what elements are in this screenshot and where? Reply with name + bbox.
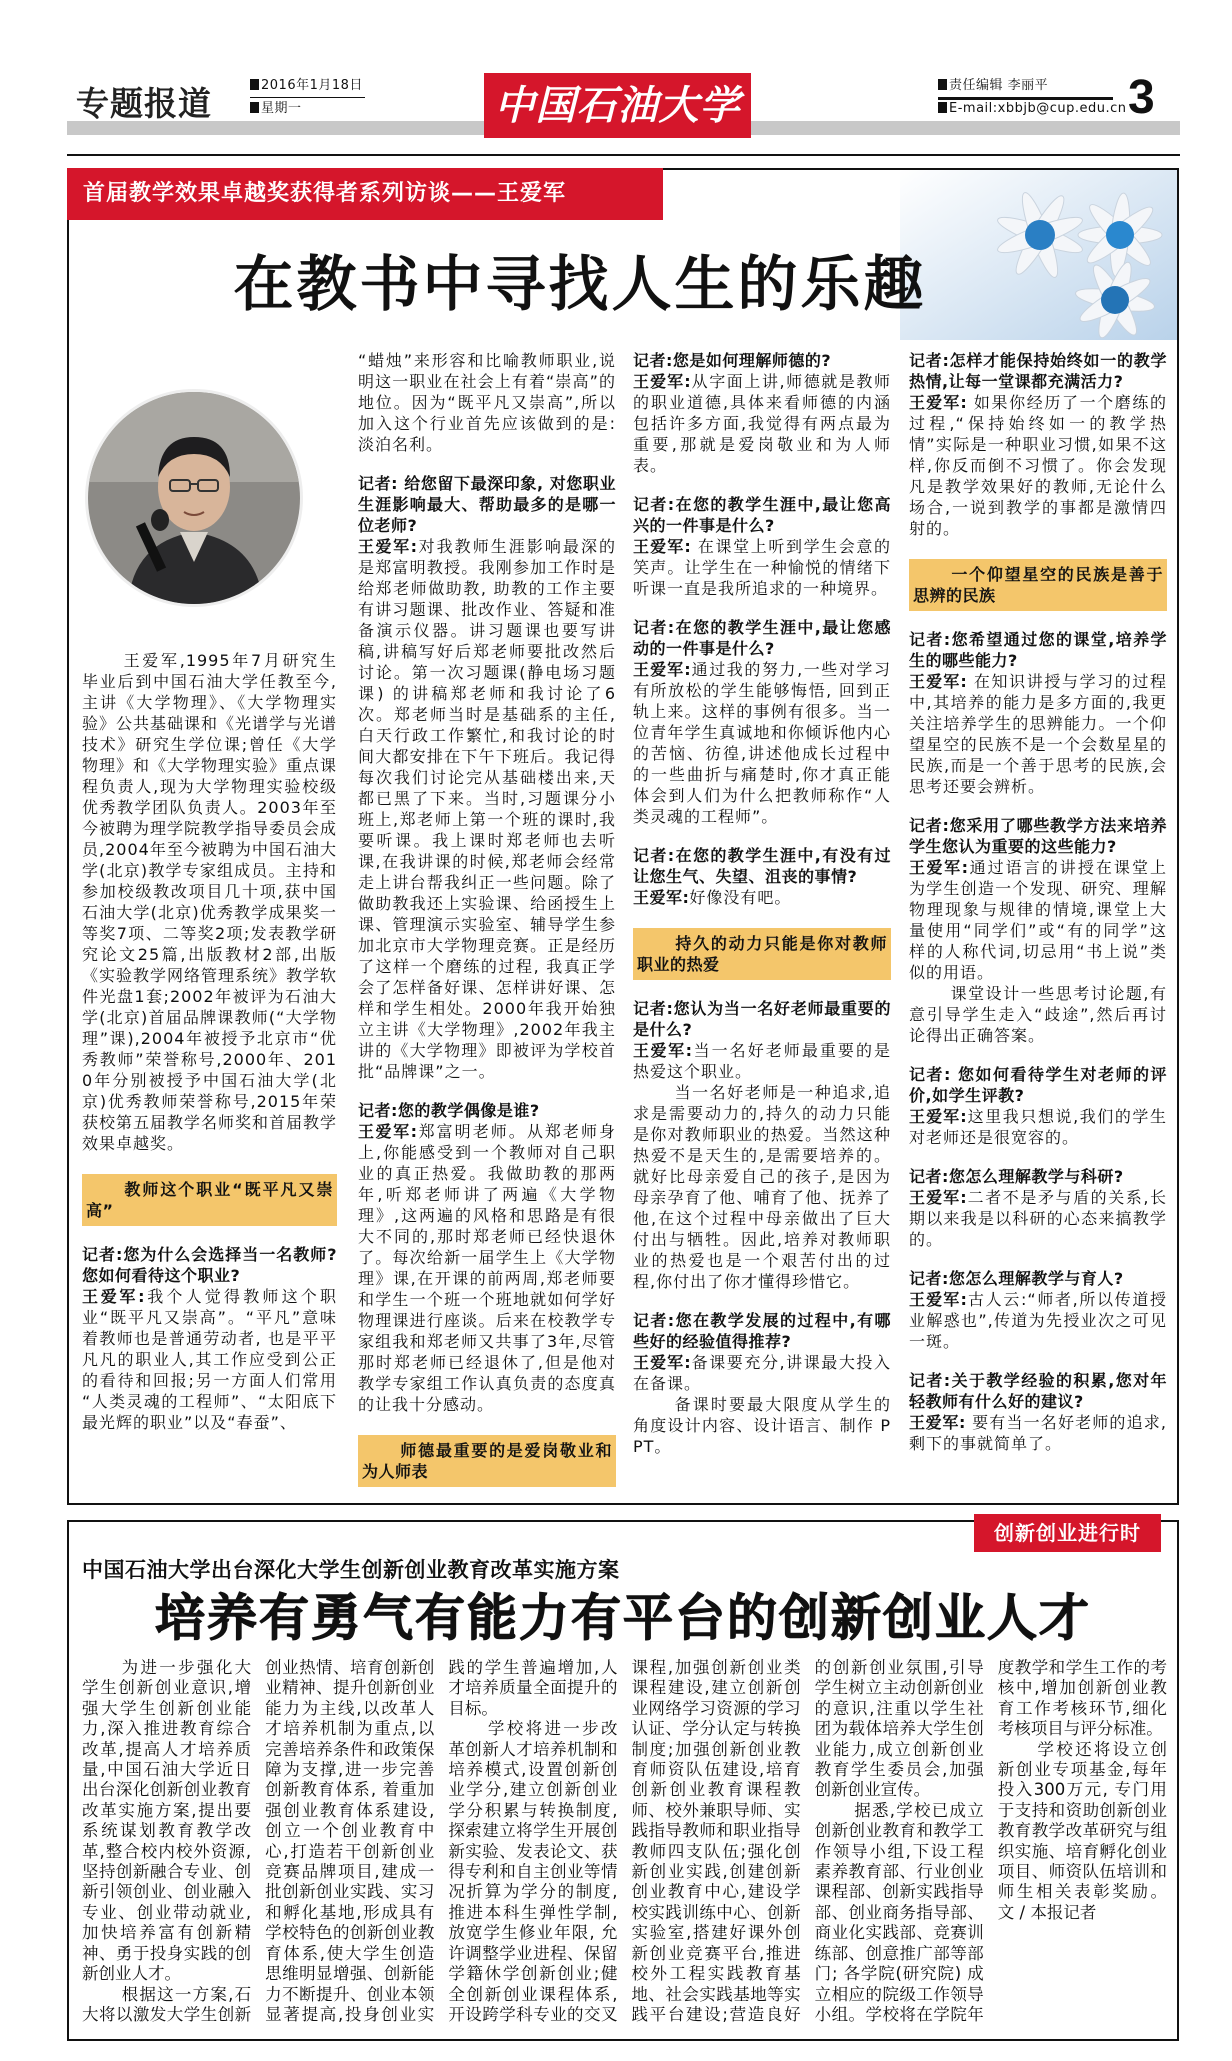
news-subheadline: 中国石油大学出台深化大学生创新创业教育改革实施方案 [82, 1557, 620, 1582]
article-headline: 在教书中寻找人生的乐趣 [233, 250, 927, 320]
interviewee-portrait-photo [88, 392, 300, 604]
section-subheading: 师德最重要的是爱岗敬业和为人师表 [358, 1435, 616, 1487]
interviewee-answer [82, 1286, 337, 1433]
reporter-question: 记者:在您的教学生涯中,最让您感动的一件事是什么? [633, 618, 891, 658]
reporter-question: 记者:您怎么理解教学与育人? [909, 1269, 1124, 1288]
reporter-question: 记者:怎样才能保持始终如一的教学热情,让每一堂课都充满活力? [909, 351, 1167, 391]
section-name: 专题报道 [76, 84, 212, 123]
speaker-label: 王爱军: [909, 672, 968, 691]
news-article-frame [67, 1520, 1179, 2041]
answer-text: 当一名好老师最重要的是热爱这个职业。 [633, 1041, 891, 1081]
reporter-question: 记者:在您的教学生涯中,有没有过让您生气、失望、沮丧的事情? [633, 846, 891, 886]
speaker-label: 王爱军: [909, 1290, 968, 1309]
interviewee-answer [909, 671, 1167, 797]
speaker-label: 王爱军: [909, 1107, 968, 1126]
news-paragraph: 学校将进一步改革创新人才培养机制和培养模式,设置创新创业学分,建立创新创业学分积累与转换制度,探索建立将学生开展创新实验、发表论文、获得专利和自主创业等情况折算为学分的制度,推进本科生弹性学制, 放宽学生修业年限, 允许调整学业进程、保留学籍休学创新创业;健全创新创业课程体系,开设跨学科专业的交叉课程,加强创新创业类课程建设,建立创新创业网络学习资源的学习认证、学分认定与转换制度;加强创新创业教育师资队伍建设,培育创新创业教育课程教师、校外兼职导师、实践指导教师和职业指导教师四支队伍;强化创新创业实践,创建创新创业教育中心,建设学校实践训练中心、创新实验室,搭建好课外创新创业竞赛平台,推进校外工程实践教育基地、社会实践基地等实践平台建设;营造良好的创新创业氛围,引导学生树立主动创新创业的意识,注重以学生社团为载体培养大学生创业能力,成立创新创业教育学生委员会,加强创新创业宣传。 [448, 1658, 984, 2024]
news-paragraph: 据悉,学校已成立创新创业教育和教学工作领导小组,下设工程素养教育部、行业创业课程部、创新实践指导部、创业商务指导部、商业化实践部、竞赛训练部、创意推广部等部门; 各学院(研究院) 成立相应的院级工作领导小组。学校将在学院年度教学和学生工作的考核中,增加创新创业教育工作考核环节,细化考核项目与评分标准。 [814, 1658, 1167, 2024]
section-subheading: 教师这个职业“既平凡又崇高” [82, 1174, 337, 1226]
speaker-label: 王爱军: [909, 1413, 966, 1432]
article-column-4 [909, 350, 1167, 1454]
speaker-label: 王爱军: [633, 660, 692, 679]
speaker-label: 王爱军: [909, 858, 969, 877]
speaker-label: 王爱军: [633, 888, 690, 907]
answer-text: 通过我的努力,一些对学习有所放松的学生能够悔悟, 回到正轨上来。这样的事例有很多。当一位青年学生真诚地和你倾诉他内心的苦恼、彷徨,讲述他成长过程中的一些曲折与痛楚时,你才真正能体会到人们为什么把教师称作“人类灵魂的工程师”。 [633, 660, 891, 826]
answer-text: 对我教师生涯影响最深的是郑富明教授。我刚参加工作时是给郑老师做助教, 助教的工作主要有讲习题课、批改作业、答疑和准备演示仪器。讲习题课也要写讲稿,讲稿写好后郑老师要批改然后讨论。第一次习题课(静电场习题课) 的讲稿郑老师和我讨论了6次。郑老师当时是基础系的主任,白天行政工作繁忙,和我讨论的时间大都安排在下午下班后。我记得每次我们讨论完从基础楼出来,天都已黑了下来。当时,习题课分小班上,郑老师上第一个班的课时,我要听课。我上课时郑老师也去听课,在我讲课的时候,郑老师会经常走上讲台帮我纠正一些问题。除了做助教我还上实验课、给函授生上课、管理演示实验室、辅导学生参加北京市大学物理竞赛。正是经历了这样一个磨练的过程, 我真正学会了怎样备好课、怎样讲好课、怎样和学生相处。2000年我开始独立主讲《大学物理》,2002年我主讲的《大学物理》即被评为学校首批“品牌课”之一。 [358, 537, 616, 1081]
reporter-question: 记者:关于教学经验的积累,您对年轻教师有什么好的建议? [909, 1371, 1167, 1411]
speaker-label: 王爱军: [633, 1041, 693, 1060]
column-badge: 创新创业进行时 [974, 1514, 1161, 1552]
interviewee-answer [633, 887, 891, 908]
interviewee-answer [909, 1289, 1167, 1352]
interviewee-answer [358, 1121, 616, 1415]
answer-text: 备课要充分,讲课最大投入在备课。 [633, 1353, 891, 1393]
interviewee-answer [909, 1187, 1167, 1250]
paragraph: 王爱军,1995年7月研究生毕业后到中国石油大学任教至今,主讲《大学物理》、《大学物理实验》公共基础课和《光谱学与光谱技术》研究生学位课;曾任《大学物理》和《大学物理实验》重点课程负责人,现为大学物理实验校级优秀教学团队负责人。2003年至今被聘为理学院教学指导委员会成员,2004年至今被聘为中国石油大学(北京)教学专家组成员。主持和参加校级教改项目几十项,获中国石油大学(北京)优秀教学成果奖一等奖7项、二等奖2项;发表教学研究论文25篇,出版教材2部,出版《实验教学网络管理系统》教学软件光盘1套;2002年被评为石油大学(北京)首届品牌课教师(“大学物理”课),2004年被授予北京市“优秀教师”荣誉称号,2000年、2010年分别被授予中国石油大学(北京)优秀教师荣誉称号,2015年荣获校第五届教学名师奖和首届教学效果卓越奖。 [82, 651, 338, 1153]
interviewee-answer [633, 536, 891, 599]
paragraph: 课堂设计一些思考讨论题,有意引导学生走入“歧途”,然后再讨论得出正确答案。 [909, 984, 1167, 1045]
series-banner: 首届教学效果卓越奖获得者系列访谈——王爱军 [67, 168, 663, 220]
divider [250, 97, 365, 98]
article-column-1 [82, 650, 337, 1433]
paragraph: 当一名好老师是一种追求,追求是需要动力的,持久的动力只能是你对教师职业的热爱。当然这种热爱不是天生的,是需要培养的。就好比母亲爱自己的孩子,是因为母亲孕育了他、哺育了他、抚养了他,在这个过程中母亲做出了巨大付出与牺牲。因此,培养对教师职业的热爱也是一个艰苦付出的过程,你付出了你才懂得珍惜它。 [633, 1083, 891, 1291]
answer-text: 二者不是矛与盾的关系,长期以来我是以科研的心态来搞教学的。 [909, 1188, 1167, 1249]
section-subheading: 持久的动力只能是你对教师职业的热爱 [633, 928, 891, 980]
reporter-question: 记者:您采用了哪些教学方法来培养学生您认为重要的这些能力? [909, 816, 1167, 856]
divider [67, 154, 1180, 156]
reporter-question: 记者:您怎么理解教学与科研? [909, 1167, 1124, 1186]
interviewee-answer [909, 392, 1167, 539]
interviewee-answer [633, 1040, 891, 1082]
editor-email: E-mail:xbbjb@cup.edu.cn [938, 101, 1126, 117]
reporter-question: 记者:您是如何理解师德的? [633, 351, 832, 370]
reporter-question: 记者: 给您留下最深印象, 对您职业生涯影响最大、帮助最多的是哪一位老师? [358, 474, 616, 535]
editor-credit: 责任编辑 李丽平 [938, 78, 1048, 94]
reporter-question: 记者:在您的教学生涯中,最让您高兴的一件事是什么? [633, 495, 891, 535]
newspaper-logo: 中国石油大学 [484, 73, 751, 138]
speaker-label: 王爱军: [633, 372, 692, 391]
answer-text: 从字面上讲,师德就是教师的职业道德,具体来看师德的内涵包括许多方面,我觉得有两点最为重要,那就是爱岗敬业和为人师表。 [633, 372, 891, 475]
answer-text: 要有当一名好老师的追求,剩下的事就简单了。 [909, 1413, 1167, 1453]
issue-weekday: 星期一 [250, 101, 302, 117]
answer-text: 在课堂上听到学生会意的笑声。让学生在一种愉悦的情绪下听课一直是我所追求的一种境界。 [633, 537, 891, 598]
issue-date: 2016年1月18日 [250, 78, 363, 94]
interviewee-answer [358, 536, 616, 1082]
answer-text: 好像没有吧。 [689, 888, 792, 907]
interviewee-answer [633, 659, 891, 827]
article-column-3 [633, 350, 891, 1457]
page-number: 3 [1128, 71, 1155, 124]
speaker-label: 王爱军: [633, 537, 692, 556]
speaker-label: 王爱军: [358, 1122, 418, 1141]
speaker-label: 王爱军: [82, 1287, 145, 1306]
paragraph: 备课时要最大限度从学生的角度设计内容、设计语言、制作 PPT。 [633, 1395, 891, 1456]
news-paragraph: 根据这一方案,石大将以激发大学生创新创业热情、培育创新创业精神、提升创新创业能力为主线,以改革人才培养机制为重点,以完善培养条件和政策保障为支撑,进一步完善创新教育体系, 着重加强创业教育体系建设,创立一个创业教育中心,打造若干创新创业竞赛品牌项目,建成一批创新创业实践、实习和孵化基地,形成具有学校特色的创新创业教育体系,使大学生创造思维明显增强、创新能力不断提升、创业本领显著提高,投身创业实践的学生普遍增加,人才培养质量全面提升的目标。 [82, 1658, 618, 2024]
interviewee-answer [909, 1412, 1167, 1454]
reporter-question: 记者: 您如何看待学生对老师的评价,如学生评教? [909, 1065, 1167, 1105]
answer-text: 如果你经历了一个磨练的过程,“保持始终如一的教学热情”实际是一种职业习惯,如果不这样,你反而倒不习惯了。你会发现凡是教学效果好的教师,无论什么场合,一说到教学的事都是激情四射的。 [909, 393, 1167, 538]
answer-text: 通过语言的讲授在课堂上为学生创造一个发现、研究、理解物理现象与规律的情境,课堂上大量使用“同学们”或“有的同学”这样的人称代词,切忌用“书上说”类似的用语。 [909, 858, 1167, 982]
article-column-2 [358, 350, 616, 1489]
speaker-label: 王爱军: [633, 1353, 692, 1372]
reporter-question: 记者:您认为当一名好老师最重要的是什么? [633, 999, 891, 1039]
speaker-label: 王爱军: [909, 1188, 968, 1207]
news-paragraph: 为进一步强化大学生创新创业意识,增强大学生创新创业能力,深入推进教育综合改革,提高人才培养质量,中国石油大学近日出台深化创新创业教育改革实施方案,提出要系统谋划教育教学改革,整合校内校外资源, 坚持创新融合专业、创新引领创业、创业融入专业、创业带动就业,加快培养富有创新精神、勇于投身实践的创新创业人才。 [82, 1658, 252, 1984]
speaker-label: 王爱军: [358, 537, 418, 556]
interviewee-answer [909, 1106, 1167, 1148]
reporter-question: 记者:您为什么会选择当一名教师? 您如何看待这个职业? [82, 1245, 337, 1285]
interviewee-answer [633, 371, 891, 476]
news-body [82, 1658, 1167, 2025]
paragraph-continued: “蜡烛”来形容和比喻教师职业,说明这一职业在社会上有着“崇高”的地位。因为“既平凡又崇高”,所以加入这个行业首先应该做到的是:淡泊名利。 [358, 351, 616, 454]
news-headline: 培养有勇气有能力有平台的创新创业人才 [155, 1589, 1091, 1647]
answer-text: 在知识讲授与学习的过程中,其培养的能力是多方面的,我更关注培养学生的思辨能力。一个仰望星空的民族不是一个会数星星的民族,而是一个善于思考的民族,会思考还要会辨析。 [909, 672, 1167, 796]
section-subheading: 一个仰望星空的民族是善于思辨的民族 [909, 559, 1167, 611]
divider [938, 97, 1113, 100]
answer-text: 我个人觉得教师这个职业“既平凡又崇高”。“平凡”意味着教师也是普通劳动者, 也是平平凡凡的职业人,其工作应受到公正的看待和回报;另一方面人们常用 “人类灵魂的工程师”、“太阳底下最光辉的职业”以及“春蚕”、 [82, 1287, 337, 1432]
answer-text: 这里我只想说,我们的学生对老师还是很宽容的。 [909, 1107, 1167, 1147]
reporter-question: 记者:您希望通过您的课堂,培养学生的哪些能力? [909, 630, 1167, 670]
speaker-label: 王爱军: [909, 393, 968, 412]
interviewee-answer [909, 857, 1167, 983]
interviewee-answer [633, 1352, 891, 1394]
reporter-question: 记者:您的教学偶像是谁? [358, 1101, 540, 1120]
news-paragraph: 学校还将设立创新创业专项基金,每年投入300万元, 专门用于支持和资助创新创业教育教学改革研究与组织实施、培育孵化创业项目、师资队伍培训和师生相关表彰奖励。 文 / 本报记者 [997, 1739, 1167, 1922]
answer-text: 古人云:“师者,所以传道授业解惑也”,传道为先授业次之可见一斑。 [909, 1290, 1167, 1351]
reporter-question: 记者:您在教学发展的过程中,有哪些好的经验值得推荐? [633, 1311, 891, 1351]
answer-text: 郑富明老师。从郑老师身上,你能感受到一个教师对自己职业的真正热爱。我做助教的那两年,听郑老师讲了两遍《大学物理》,这两遍的风格和思路是有很大不同的,那时郑老师已经快退休了。每次给新一届学生上《大学物理》课,在开课的前两周,郑老师要和学生一个班一个班地就如何学好物理课进行座谈。后来在校教学专家组我和郑老师又共事了3年,尽管那时郑老师已经退休了,但是他对教学专家组工作认真负责的态度真的让我十分感动。 [358, 1122, 616, 1414]
